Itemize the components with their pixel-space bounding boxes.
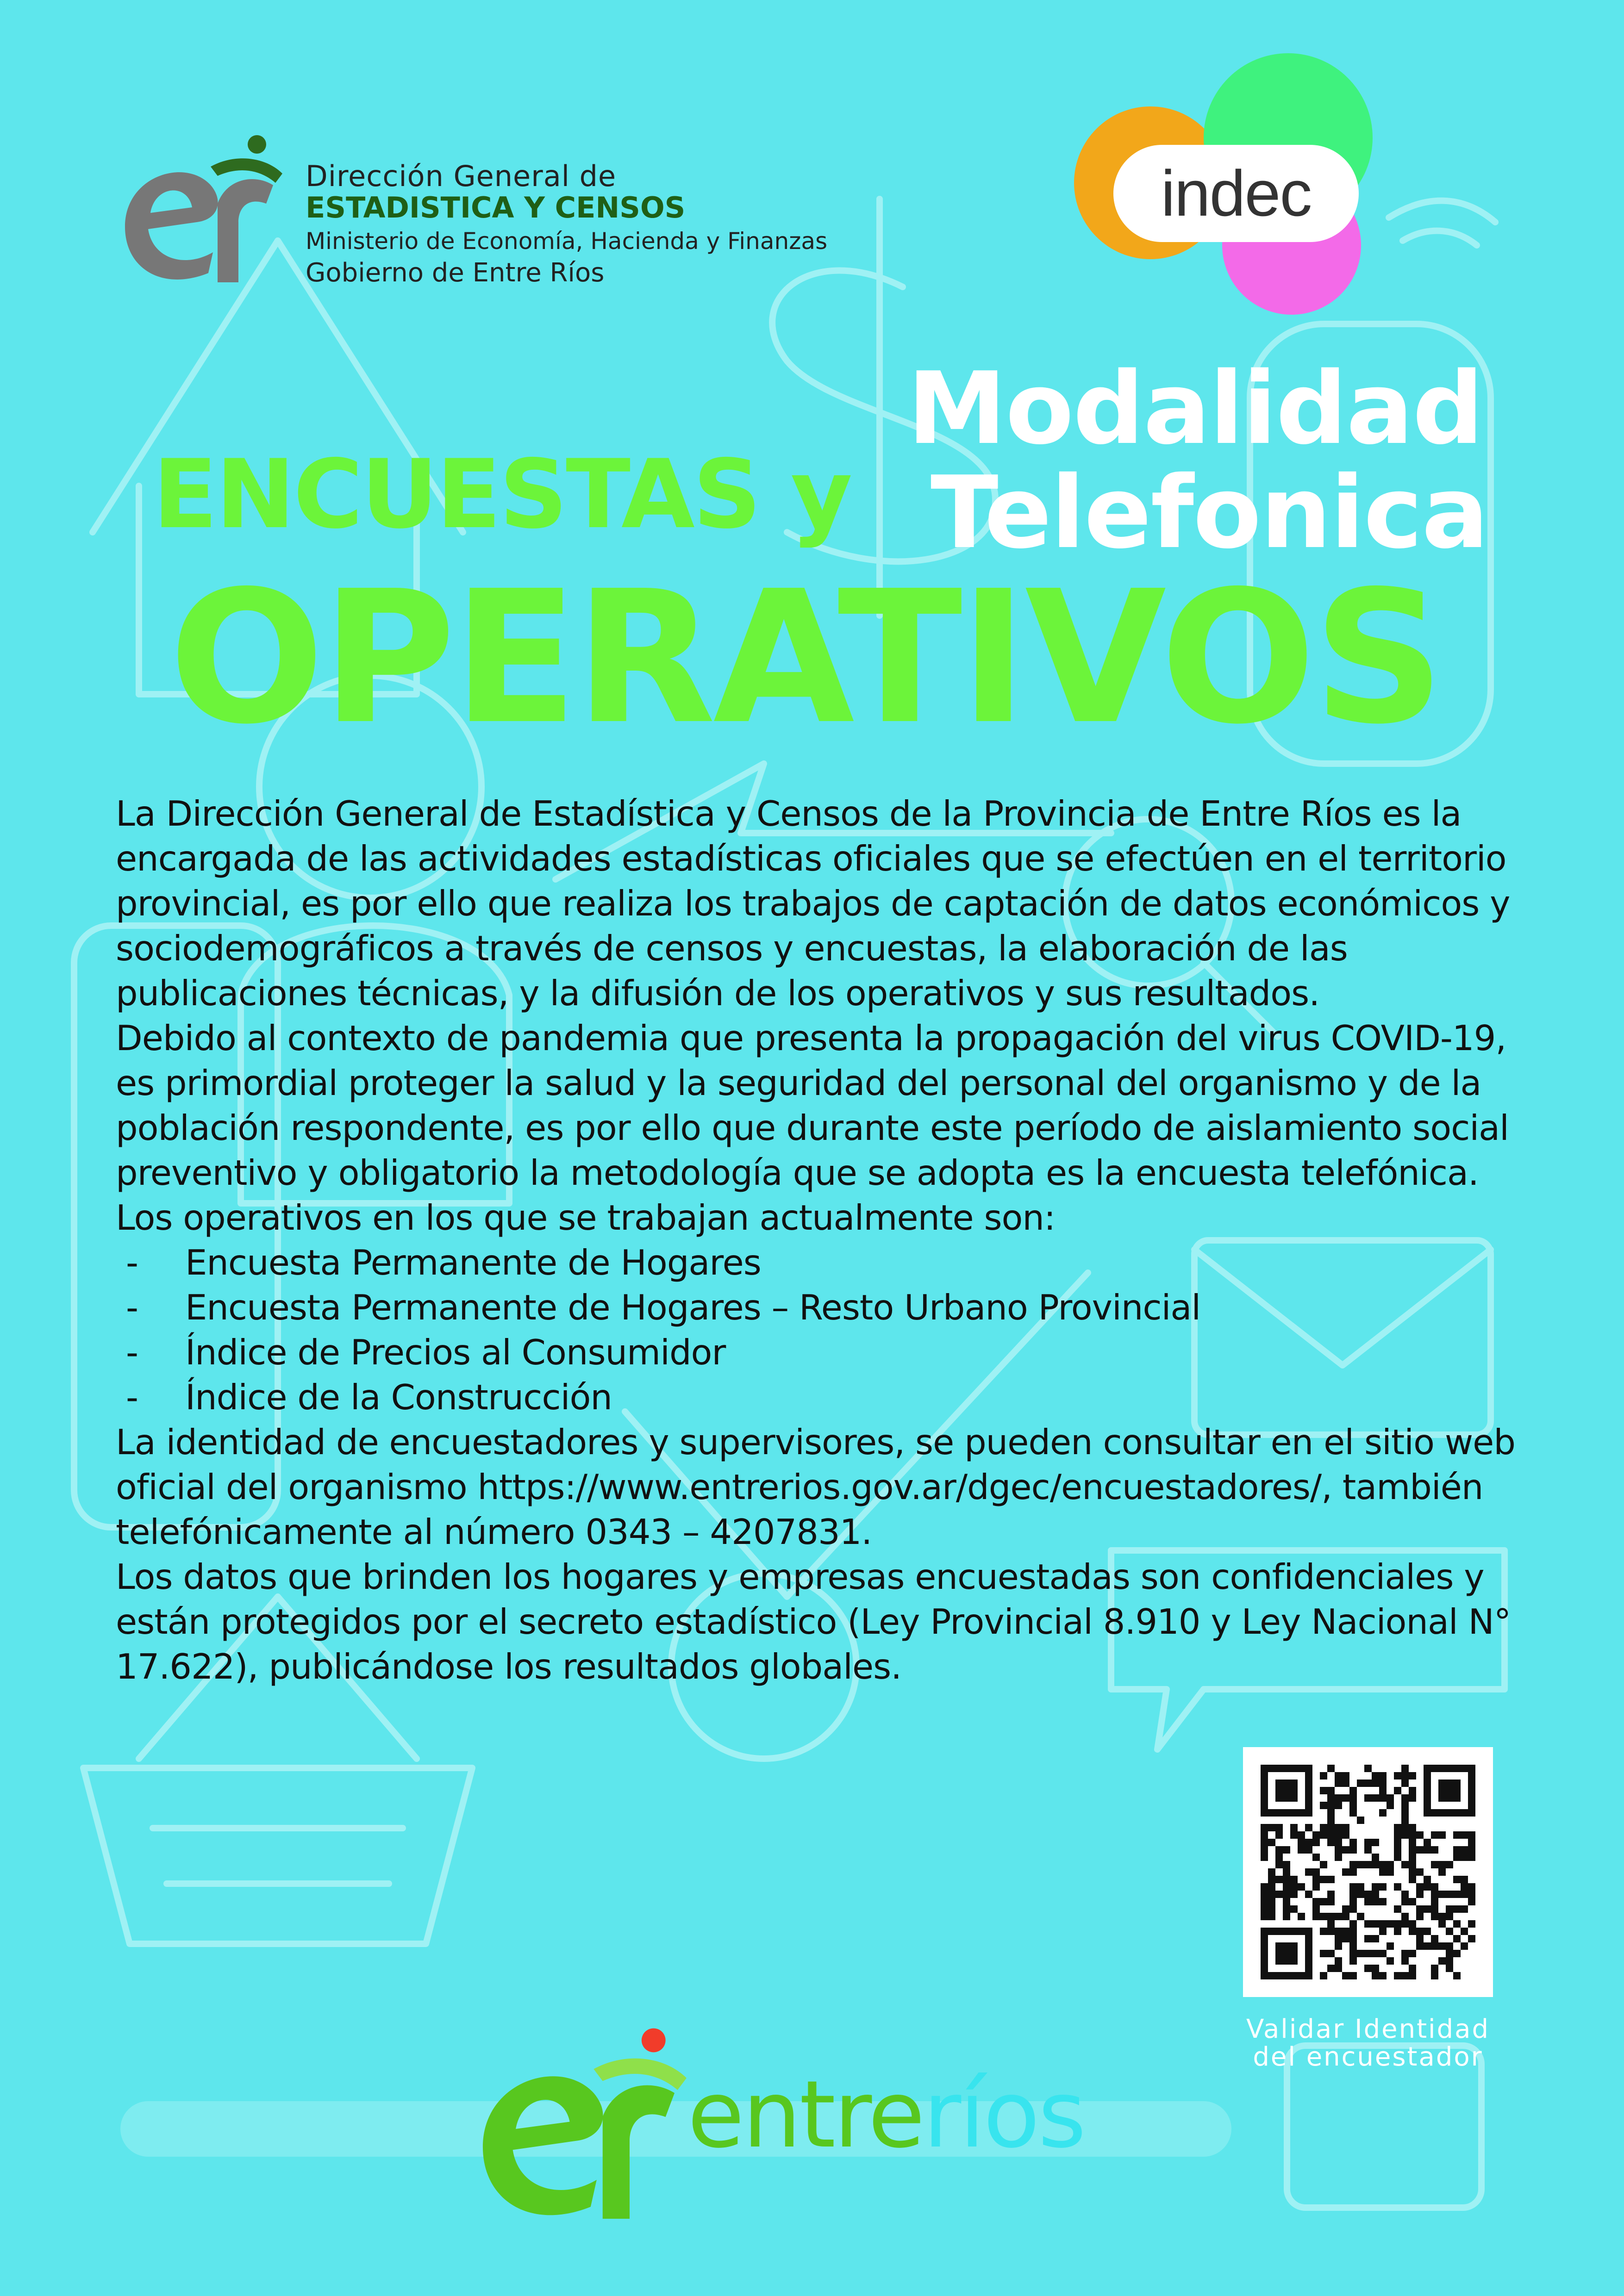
basket-doodle [83, 1768, 472, 1944]
er-logo-icon [458, 2027, 699, 2231]
er-logo-dot [642, 2028, 666, 2053]
headline-operativos: OPERATIVOS [169, 552, 1442, 765]
headline-encuestas-y: ENCUESTAS y [153, 440, 851, 550]
indec-label: indec [1113, 145, 1359, 242]
dgec-line-4: Gobierno de Entre Ríos [306, 258, 605, 288]
qr-modules [1261, 1765, 1475, 1979]
er-logo-dot [248, 135, 266, 154]
qr-caption-line-2: del encuestador [1253, 2042, 1483, 2072]
wordmark-rios: ríos [923, 2061, 1085, 2169]
entrerios-wordmark [687, 2061, 1085, 2169]
paragraph-intro: La Dirección General de Estadística y Censos de la Provincia de Entre Ríos es la encargada de las actividades estadísticas oficiales que se efectúen en el territorio provincial, es por ello que realiza los trabajos de captación de datos económicos y sociodemográficos a través de censos y encuestas, la elaboración de las publicaciones técnicas, y la difusión de los operativos y sus resultados. [116, 793, 1510, 1014]
headline-telefonica: Telefonica [931, 454, 1488, 571]
qr-code-icon [1261, 1765, 1475, 1979]
dgec-line-1: Dirección General de [306, 159, 617, 193]
list-dash: - [126, 1332, 138, 1373]
er-logo-e [483, 2076, 603, 2215]
er-logo-arc [593, 2059, 687, 2090]
er-logo-e [125, 172, 218, 280]
dgec-line-2: ESTADISTICA Y CENSOS [306, 191, 686, 224]
list-dash: - [126, 1287, 138, 1328]
body-text [116, 791, 1542, 1689]
list-item-label: Encuesta Permanente de Hogares [185, 1242, 761, 1283]
list-dash: - [126, 1242, 138, 1283]
list-item [116, 1330, 1542, 1375]
er-logo-r [603, 2085, 675, 2219]
wifi-doodle [1389, 201, 1495, 245]
list-item-label: Índice de Precios al Consumidor [185, 1332, 726, 1373]
paragraph-confidential: Los datos que brinden los hogares y empresas encuestadas son confidenciales y están protegidos por el secreto estadístico (Ley Provincial 8.910 y Ley Nacional N° 17.622), publicándose los resultados globales. [116, 1556, 1511, 1687]
headline-modalidad: Modalidad [907, 350, 1483, 467]
indec-logo [1069, 53, 1393, 336]
list-item-label: Encuesta Permanente de Hogares – Resto Urbano Provincial [185, 1287, 1201, 1328]
paragraph-identity: La identidad de encuestadores y supervisores, se pueden consultar en el sitio web oficial del organismo https://www.entrerios.gov.ar/dgec/encuestadores/, también telefónicamente al número 0343 – 4207831. [116, 1422, 1515, 1552]
qr-code[interactable] [1243, 1747, 1493, 1997]
list-dash: - [126, 1377, 138, 1418]
qr-caption [1213, 2016, 1523, 2071]
dgec-line-3: Ministerio de Economía, Hacienda y Finanzas [306, 228, 828, 255]
list-item [116, 1285, 1542, 1330]
er-logo-arc [211, 158, 282, 183]
er-logo-icon [106, 134, 292, 292]
paragraph-pandemic: Debido al contexto de pandemia que presenta la propagación del virus COVID-19, es primordial proteger la salud y la seguridad del personal del organismo y de la población respondente, es por ello que durante este período de aislamiento social preventivo y obligatorio la metodología que se adopta es la encuesta telefónica. [116, 1018, 1509, 1193]
dgec-header-text [306, 159, 828, 288]
paragraph-list-intro: Los operativos en los que se trabajan actualmente son: [116, 1197, 1056, 1238]
qr-caption-line-1: Validar Identidad [1246, 2014, 1490, 2044]
wordmark-entre: entre [687, 2061, 924, 2169]
list-item-label: Índice de la Construcción [185, 1377, 612, 1418]
er-logo-r [218, 179, 273, 282]
operativos-list [116, 1240, 1542, 1420]
list-item [116, 1240, 1542, 1285]
list-item [116, 1375, 1542, 1420]
